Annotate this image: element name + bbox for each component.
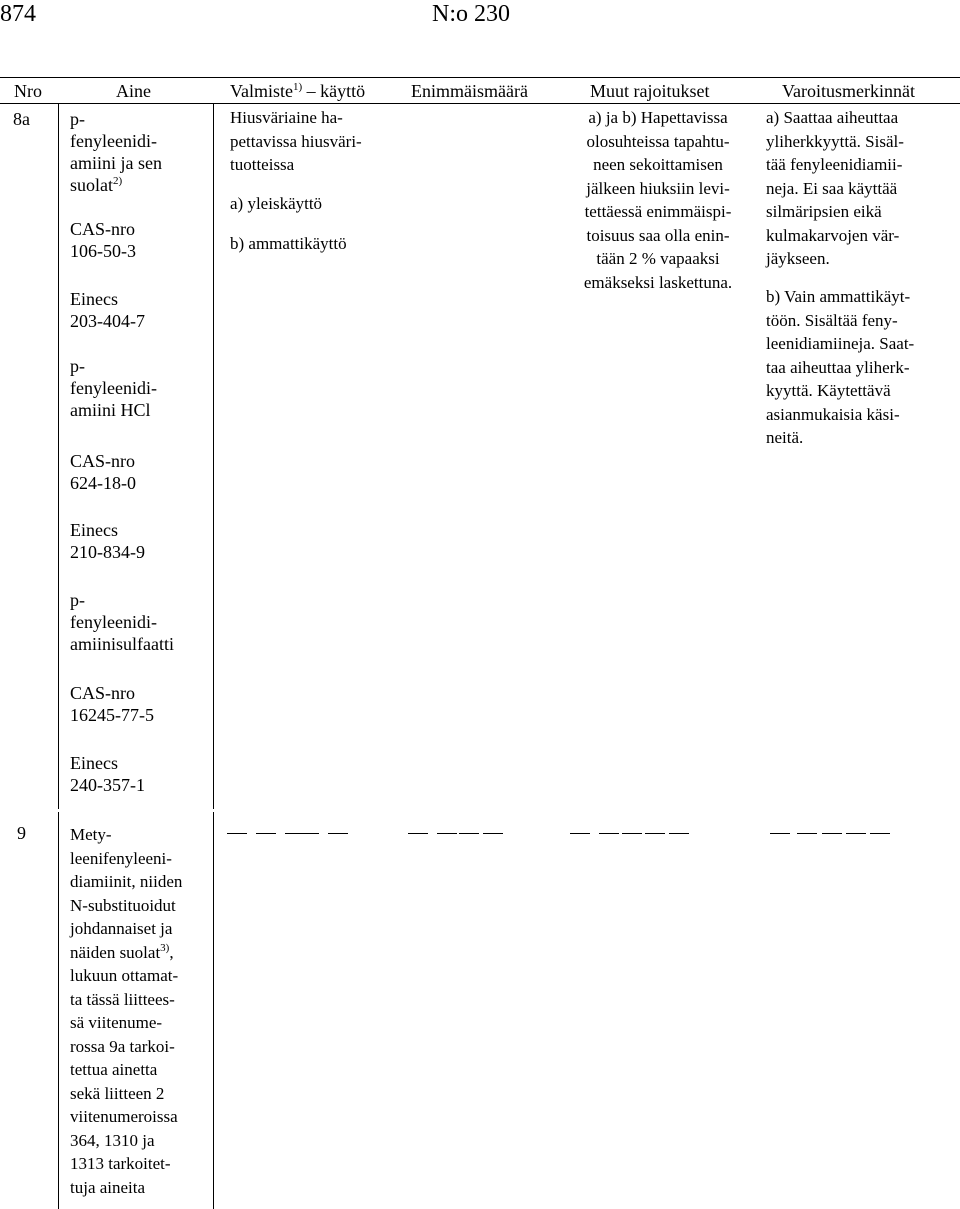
row-9-nro: 9 — [17, 823, 26, 843]
table-top-rule — [0, 77, 960, 78]
dash-enimmaismaara — [408, 833, 428, 834]
varoitus-line: taa aiheuttaa yliherk- — [766, 357, 910, 377]
aine-line: sekä liitteen 2 — [70, 1083, 165, 1103]
col-header-valmiste: Valmiste$^{1)}$ – käyttö — [230, 81, 366, 101]
varoitus-line: jäykseen. — [766, 249, 830, 268]
substance-hcl — [70, 355, 157, 421]
muut-line: jälkeen hiuksiin levi- — [586, 178, 730, 198]
valmiste-line: tuotteissa — [230, 155, 295, 174]
einecs-label: Einecs — [70, 520, 118, 540]
dash-varoitus — [846, 833, 866, 834]
row-8a-nro: 8a — [13, 109, 30, 129]
aine-line: johdannaiset ja — [70, 919, 173, 938]
dash-varoitus — [822, 833, 842, 834]
aine-line: amiinisulfaatti — [70, 634, 174, 654]
einecs-label: Einecs — [70, 289, 118, 309]
aine-line: tuja aineita — [70, 1177, 146, 1197]
varoitus-line: leenidiamiineja. Saat- — [766, 334, 915, 353]
einecs-block-2 — [70, 519, 145, 563]
varoitus-line: neja. Ei saa käyttää — [766, 178, 898, 198]
aine-line: sä viitenume- — [70, 1013, 163, 1032]
dash-valmiste — [328, 833, 348, 834]
cas-block-2 — [70, 450, 136, 494]
valmiste-yleiskaytto: a) yleiskäyttö — [230, 194, 323, 213]
column-divider-nro — [58, 103, 59, 809]
aine-line: leenifenyleeni- — [70, 848, 172, 868]
header-bottom-rule — [0, 103, 960, 104]
dash-varoitus — [770, 833, 790, 834]
aine-line: lukuun ottamat- — [70, 966, 179, 985]
dash-muut — [669, 833, 689, 834]
varoitus-line: neitä. — [766, 428, 804, 447]
valmiste-ammattikaytto: b) ammattikäyttö — [230, 234, 347, 253]
cas-label: CAS-nro — [70, 219, 136, 239]
dash-valmiste — [299, 833, 319, 834]
einecs-number: 240-357-1 — [70, 775, 145, 795]
aine-line: suolat$^{2)}$ — [70, 175, 123, 195]
cas-number: 106-50-3 — [70, 241, 136, 261]
aine-line: 1313 tarkoitet- — [70, 1154, 171, 1173]
cas-block-3 — [70, 682, 154, 726]
varoitus-line: tää fenyleenidiamii- — [766, 155, 903, 174]
muut-line: a) ja b) Hapettavissa — [588, 108, 728, 127]
dash-muut — [645, 833, 665, 834]
einecs-label: Einecs — [70, 753, 118, 773]
aine-line: p- — [70, 109, 85, 129]
cas-block-1 — [70, 218, 136, 262]
row-8a-varoitus-a — [766, 106, 904, 271]
varoitus-line: a) Saattaa aiheuttaa — [766, 108, 899, 127]
einecs-block-3 — [70, 752, 145, 796]
aine-line: tettua ainetta — [70, 1060, 158, 1079]
row-9-aine — [70, 823, 182, 1199]
dash-enimmaismaara — [459, 833, 479, 834]
column-divider-aine — [213, 103, 214, 809]
cas-number: 16245-77-5 — [70, 705, 154, 725]
dash-varoitus — [797, 833, 817, 834]
aine-line: N-substituoidut — [70, 895, 176, 915]
row-8a-varoitus-b — [766, 285, 914, 450]
col-header-nro: Nro — [14, 81, 42, 101]
muut-line: olosuhteissa tapahtu- — [586, 131, 730, 151]
cas-label: CAS-nro — [70, 683, 136, 703]
dash-valmiste — [227, 833, 247, 834]
aine-line: fenyleenidi- — [70, 131, 157, 151]
col-header-aine: Aine — [116, 81, 151, 101]
aine-line: p- — [70, 590, 85, 610]
dash-muut — [622, 833, 642, 834]
col-header-enimmaismaara: Enimmäismäärä — [411, 81, 528, 101]
einecs-number: 203-404-7 — [70, 311, 145, 331]
page-number: 874 — [0, 1, 36, 27]
aine-line: diamiinit, niiden — [70, 872, 183, 891]
einecs-block-1 — [70, 288, 145, 332]
muut-line: tään 2 % vapaaksi — [596, 249, 720, 268]
varoitus-line: kyyttä. Käytettävä — [766, 381, 891, 400]
valmiste-line: pettavissa hiusväri- — [230, 131, 362, 151]
dash-muut — [599, 833, 619, 834]
dash-valmiste — [256, 833, 276, 834]
dash-enimmaismaara — [437, 833, 457, 834]
muut-line: tettäessä enimmäispi- — [584, 202, 732, 221]
dash-varoitus — [870, 833, 890, 834]
einecs-number: 210-834-9 — [70, 542, 145, 562]
page-header: N:o 230 — [432, 1, 510, 27]
col-header-muut-rajoitukset: Muut rajoitukset — [590, 81, 710, 101]
aine-line: p- — [70, 356, 85, 376]
aine-line: ta tässä liittees- — [70, 989, 175, 1009]
varoitus-line: asianmukaisia käsi- — [766, 404, 900, 424]
varoitus-line: töön. Sisältää feny- — [766, 310, 898, 330]
aine-line: rossa 9a tarkoi- — [70, 1036, 175, 1056]
aine-line: amiini ja sen — [70, 153, 162, 173]
column-divider-aine-row9 — [213, 812, 214, 1209]
muut-line: neen sekoittamisen — [593, 155, 723, 174]
column-divider-nro-row9 — [58, 812, 59, 1209]
cas-label: CAS-nro — [70, 451, 136, 471]
aine-line: Mety- — [70, 825, 112, 844]
row-8a-valmiste — [230, 106, 362, 177]
varoitus-line: b) Vain ammattikäyt- — [766, 287, 911, 306]
aine-line: viitenumeroissa — [70, 1107, 178, 1126]
aine-line: 364, 1310 ja — [70, 1130, 155, 1150]
aine-line: fenyleenidi- — [70, 612, 157, 632]
dash-enimmaismaara — [483, 833, 503, 834]
muut-line: toisuus saa olla enin- — [586, 225, 730, 245]
aine-line: amiini HCl — [70, 400, 151, 420]
substance-sulfate — [70, 589, 174, 655]
row-8a-aine — [70, 108, 162, 196]
cas-number: 624-18-0 — [70, 473, 136, 493]
col-header-varoitusmerkinnat: Varoitusmerkinnät — [782, 81, 915, 101]
row-8a-muut-rajoitukset — [567, 106, 749, 294]
muut-line: emäkseksi laskettuna. — [583, 272, 733, 292]
varoitus-line: kulmakarvojen vär- — [766, 225, 900, 245]
dash-muut — [570, 833, 590, 834]
varoitus-line: yliherkkyyttä. Sisäl- — [766, 131, 904, 151]
valmiste-line: Hiusväriaine ha- — [230, 108, 343, 127]
varoitus-line: silmäripsien eikä — [766, 202, 882, 221]
aine-line: fenyleenidi- — [70, 378, 157, 398]
aine-line: näiden suolat$^{3)}$, — [70, 941, 174, 962]
